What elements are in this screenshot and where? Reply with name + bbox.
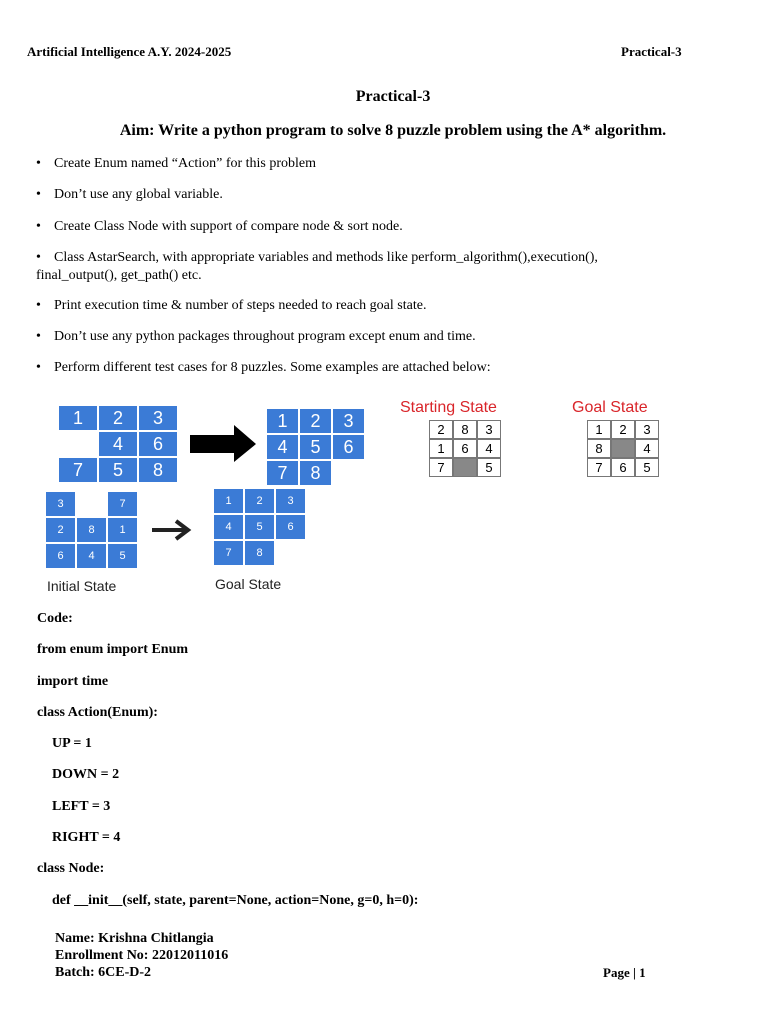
puzzle3-goal-grid [213, 488, 306, 566]
list-item: • Perform different test cases for 8 puzzles. Some examples are attached below: [36, 360, 491, 376]
puzzle-tile: 3 [138, 405, 178, 431]
puzzle-cell: 4 [635, 439, 659, 458]
list-item: • Create Class Node with support of compare node & sort node. [36, 218, 403, 234]
puzzle-tile: 5 [98, 457, 138, 483]
puzzle-tile: 2 [244, 488, 275, 514]
code-label: Code: [37, 611, 73, 626]
puzzle1-goal-grid [266, 408, 366, 486]
header-right: Practical-3 [621, 44, 682, 59]
puzzle-tile: 1 [58, 405, 98, 431]
puzzle-tile: 6 [45, 543, 76, 569]
puzzle-tile: 5 [107, 543, 138, 569]
puzzle-tile: 7 [266, 460, 299, 486]
puzzle-tile: 4 [98, 431, 138, 457]
code-line: class Node: [37, 861, 105, 877]
page-title: Practical-3 [355, 88, 431, 105]
header-left: Artificial Intelligence A.Y. 2024-2025 [27, 44, 232, 59]
puzzle-tile: 2 [299, 408, 332, 434]
list-item: • Don’t use any python packages throughout program except enum and time. [36, 329, 476, 345]
footer-student-info [55, 930, 228, 981]
aim-statement: Aim: Write a python program to solve 8 puzzle problem using the A* algorithm. [119, 122, 667, 139]
list-item: • Print execution time & number of steps needed to reach goal state. [36, 297, 427, 313]
code-line: UP = 1 [52, 736, 92, 752]
puzzle2-goal-grid [587, 420, 659, 477]
puzzle-cell: 2 [429, 420, 453, 439]
puzzle-cell: 7 [429, 458, 453, 477]
puzzle-tile: 2 [45, 517, 76, 543]
code-line: LEFT = 3 [52, 798, 111, 814]
puzzle-cell: 8 [587, 439, 611, 458]
enrollment-number: Enrollment No: 22012011016 [55, 948, 229, 963]
puzzle-tile: 7 [58, 457, 98, 483]
puzzle-tile: 7 [107, 491, 138, 517]
puzzle-cell: 6 [611, 458, 635, 477]
puzzle-tile: 3 [45, 491, 76, 517]
puzzle-tile: 8 [76, 517, 107, 543]
puzzle-tile: 7 [213, 540, 244, 566]
puzzle2-start-grid [429, 420, 501, 477]
goal-state-label: Goal State [572, 399, 648, 416]
puzzle-cell [453, 458, 477, 477]
initial-state-label: Initial State [47, 578, 117, 594]
code-line: RIGHT = 4 [52, 830, 121, 846]
puzzle-tile: 8 [299, 460, 332, 486]
puzzle-cell: 5 [477, 458, 501, 477]
puzzle-cell: 2 [611, 420, 635, 439]
puzzle-cell: 1 [429, 439, 453, 458]
puzzle-cell: 4 [477, 439, 501, 458]
puzzle-tile: 8 [244, 540, 275, 566]
puzzle1-start-grid [58, 405, 178, 483]
puzzle-cell [611, 439, 635, 458]
puzzle-tile: 5 [244, 514, 275, 540]
puzzle-tile: 1 [107, 517, 138, 543]
puzzle-tile: 6 [138, 431, 178, 457]
puzzle-tile: 5 [299, 434, 332, 460]
arrow-right-icon [190, 425, 258, 468]
puzzle-tile: 3 [332, 408, 365, 434]
puzzle-cell: 7 [587, 458, 611, 477]
puzzle-cell: 3 [635, 420, 659, 439]
puzzle-tile: 6 [332, 434, 365, 460]
code-block [37, 610, 717, 923]
puzzle-tile: 1 [213, 488, 244, 514]
puzzle-tile: 8 [138, 457, 178, 483]
puzzle-tile: 1 [266, 408, 299, 434]
puzzle-tile: 4 [266, 434, 299, 460]
requirements-list [36, 155, 676, 391]
code-line: DOWN = 2 [52, 767, 120, 783]
student-name: Name: Krishna Chitlangia [55, 931, 214, 946]
puzzle3-start-grid [45, 491, 138, 569]
puzzle-tile: 4 [213, 514, 244, 540]
puzzle-cell: 6 [453, 439, 477, 458]
puzzle-tile: 6 [275, 514, 306, 540]
list-item: • Class AstarSearch, with appropriate variables and methods like perform_algorithm(),execution(), final_output(), get_path() etc. [36, 249, 598, 283]
puzzle-cell: 1 [587, 420, 611, 439]
page-number: Page | 1 [603, 965, 646, 980]
puzzle-cell: 3 [477, 420, 501, 439]
list-item: • Create Enum named “Action” for this problem [36, 156, 317, 171]
puzzle-tile: 2 [98, 405, 138, 431]
code-line: class Action(Enum): [37, 704, 158, 720]
batch: Batch: 6CE-D-2 [55, 965, 152, 980]
list-item: • Don’t use any global variable. [36, 187, 223, 203]
code-line: from enum import Enum [37, 642, 189, 658]
puzzle-cell: 8 [453, 420, 477, 439]
puzzle-cell: 5 [635, 458, 659, 477]
code-line: import time [37, 673, 109, 689]
arrow-right-icon [150, 518, 194, 547]
goal-state-label-2: Goal State [215, 576, 282, 592]
puzzle-tile: 3 [275, 488, 306, 514]
code-line: def __init__(self, state, parent=None, action=None, g=0, h=0): [52, 892, 419, 908]
starting-state-label: Starting State [400, 399, 497, 416]
puzzle-tile: 4 [76, 543, 107, 569]
